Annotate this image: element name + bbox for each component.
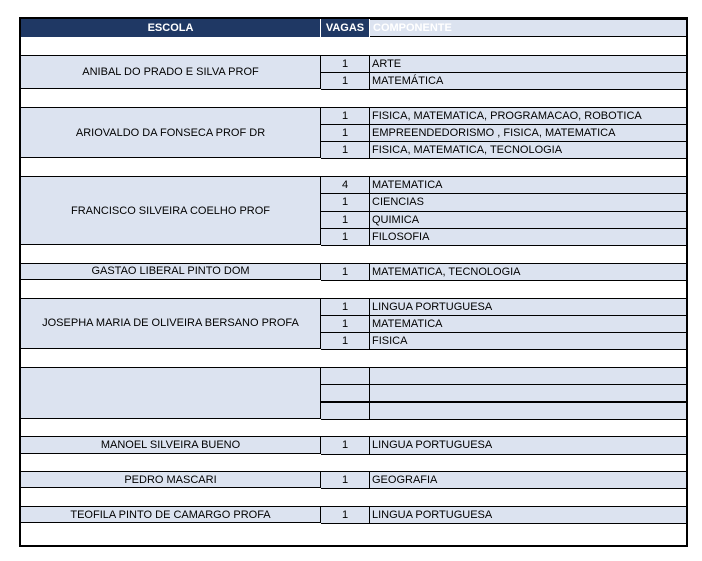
school-name: PEDRO MASCARI — [21, 471, 321, 488]
componente-cell: MATEMATICA — [370, 176, 686, 194]
componente-cell: LINGUA PORTUGUESA — [370, 436, 686, 454]
header-vagas: VAGAS — [321, 19, 370, 37]
school-name: GASTAO LIBERAL PINTO DOM — [21, 263, 321, 280]
componente-cell: ARTE — [370, 55, 686, 73]
componente-cell — [370, 367, 686, 385]
vacancies-table — [19, 17, 688, 547]
componente-cell: MATEMATICA — [370, 315, 686, 333]
vagas-cell — [321, 384, 370, 402]
componente-cell: FISICA, MATEMATICA, TECNOLOGIA — [370, 141, 686, 159]
school-name — [21, 367, 321, 419]
vagas-cell — [321, 402, 370, 420]
componente-cell: FISICA, MATEMATICA, PROGRAMACAO, ROBOTICA — [370, 107, 686, 125]
vagas-cell: 1 — [321, 315, 370, 333]
componente-cell: QUIMICA — [370, 211, 686, 229]
vagas-cell: 1 — [321, 228, 370, 246]
vagas-cell: 1 — [321, 436, 370, 454]
componente-cell — [370, 402, 686, 420]
vagas-cell: 1 — [321, 107, 370, 125]
school-name: TEOFILA PINTO DE CAMARGO PROFA — [21, 506, 321, 523]
vagas-cell: 1 — [321, 55, 370, 73]
componente-cell: CIENCIAS — [370, 193, 686, 211]
school-name: ANIBAL DO PRADO E SILVA PROF — [21, 55, 321, 90]
componente-cell: MATEMÁTICA — [370, 72, 686, 90]
vagas-cell: 1 — [321, 72, 370, 90]
componente-cell: FISICA — [370, 332, 686, 350]
componente-cell: EMPREENDEDORISMO , FISICA, MATEMATICA — [370, 124, 686, 142]
school-name: MANOEL SILVEIRA BUENO — [21, 436, 321, 453]
school-name: FRANCISCO SILVEIRA COELHO PROF — [21, 176, 321, 245]
vagas-cell: 1 — [321, 263, 370, 281]
componente-cell: FILOSOFIA — [370, 228, 686, 246]
vagas-cell: 1 — [321, 211, 370, 229]
componente-cell: GEOGRAFIA — [370, 471, 686, 489]
vagas-cell: 1 — [321, 298, 370, 316]
componente-cell — [370, 384, 686, 402]
componente-cell: MATEMATICA, TECNOLOGIA — [370, 263, 686, 281]
vagas-cell: 1 — [321, 332, 370, 350]
header-componente: COMPONENTE — [370, 19, 686, 37]
componente-cell: LINGUA PORTUGUESA — [370, 298, 686, 316]
header-escola: ESCOLA — [21, 19, 321, 37]
vagas-cell: 1 — [321, 506, 370, 524]
vagas-cell: 1 — [321, 471, 370, 489]
vagas-cell: 4 — [321, 176, 370, 194]
vagas-cell: 1 — [321, 124, 370, 142]
vagas-cell: 1 — [321, 141, 370, 159]
school-name: ARIOVALDO DA FONSECA PROF DR — [21, 107, 321, 159]
componente-cell: LINGUA PORTUGUESA — [370, 506, 686, 524]
vagas-cell — [321, 367, 370, 385]
vagas-cell: 1 — [321, 193, 370, 211]
school-name: JOSEPHA MARIA DE OLIVEIRA BERSANO PROFA — [21, 298, 321, 350]
